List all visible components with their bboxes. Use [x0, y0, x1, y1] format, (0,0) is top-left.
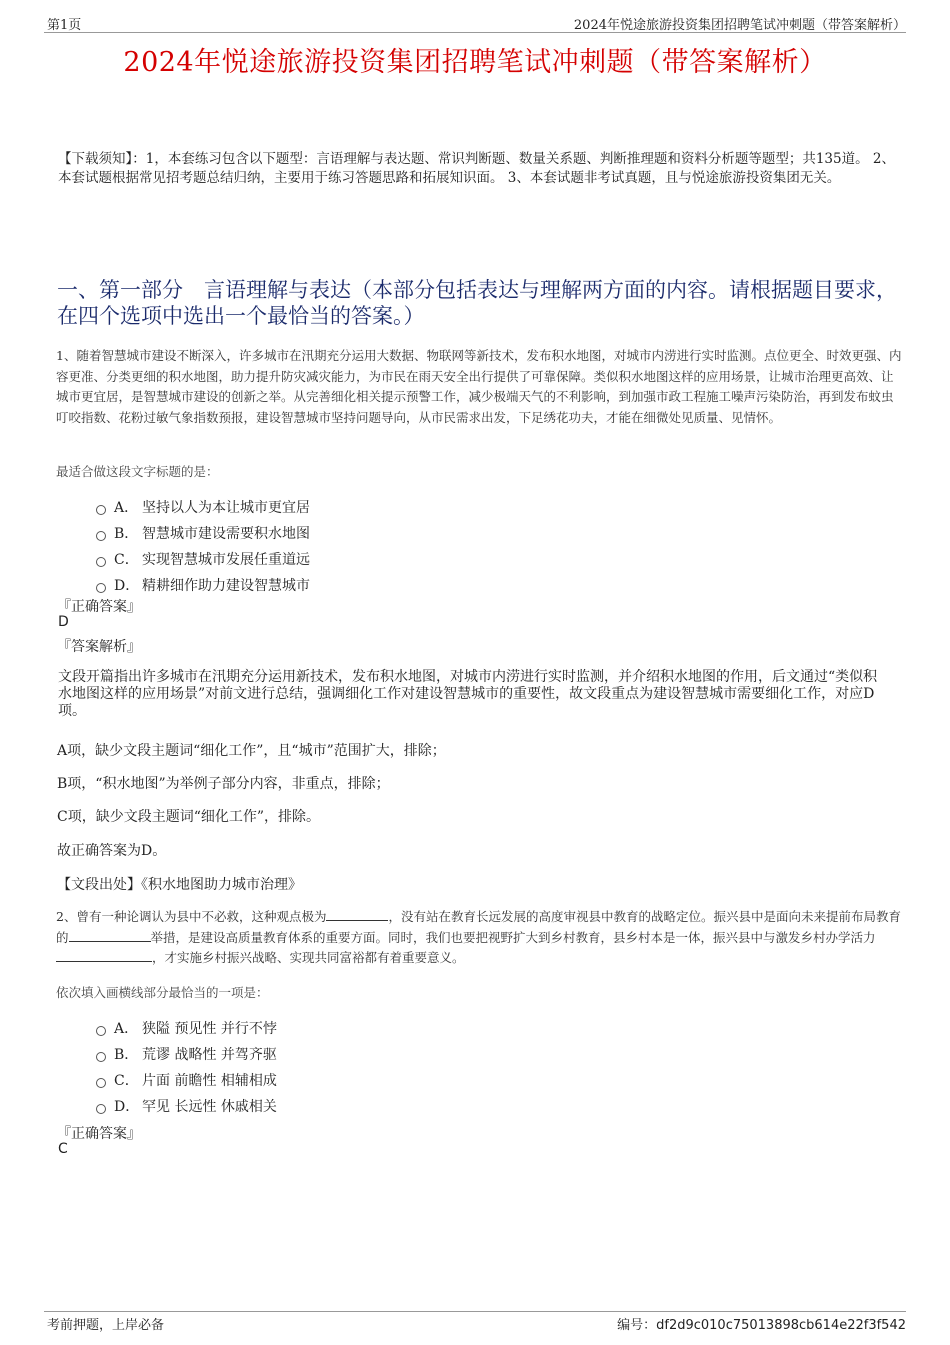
- fill-blank[interactable]: [56, 949, 152, 962]
- analysis-point-b: B项，“积水地图”为举例子部分内容，非重点，排除；: [57, 776, 390, 792]
- answer-value: D: [58, 614, 69, 630]
- option-text: 狭隘 预见性 并行不悖: [142, 1021, 277, 1037]
- radio-icon[interactable]: [96, 557, 106, 567]
- fill-blank[interactable]: [69, 929, 151, 942]
- option-text: 坚持以人为本让城市更宜居: [142, 500, 310, 516]
- footer-slogan: 考前押题，上岸必备: [47, 1318, 165, 1333]
- question-1-prompt: 最适合做这段文字标题的是：: [56, 464, 219, 479]
- question-1-text: 1、随着智慧城市建设不断深入，许多城市在汛期充分运用大数据、物联网等新技术，发布积水地图，对城市内涝进行实时监测。点位更全、时效更强、内容更准、分类更细的积水地图，助力提升防灾减灾能力，为市民在雨天安全出行提供了可靠保障。类似积水地图这样的应用场景，让城市治理更高效、让城市更宜居，是智慧城市建设的创新之举。从完善细化相关提示预警工作，减少极端天气的不利影响，到加强市政工程施工噪声污染防治，再到发布蚊虫叮咬指数、花粉过敏气象指数预报，建设智慧城市坚持问题导向，从市民需求出发，下足绣花功夫，才能在细微处见质量、见情怀。: [56, 348, 902, 425]
- radio-icon[interactable]: [96, 1052, 106, 1062]
- option-letter: D．: [114, 1099, 140, 1115]
- option-letter: D．: [114, 578, 140, 594]
- footer-code: [617, 1314, 906, 1333]
- radio-icon[interactable]: [96, 1104, 106, 1114]
- option-letter: C．: [114, 1073, 139, 1089]
- option-b[interactable]: [96, 523, 310, 543]
- analysis-text: 文段开篇指出许多城市在汛期充分运用新技术，发布积水地图，对城市内涝进行实时监测，并介绍积水地图的作用，后文通过“类似积水地图这样的应用场景”对前文进行总结，强调细化工作对建设智慧城市的重要性，故文段重点为建设智慧城市需要细化工作，对应D项。: [58, 669, 878, 719]
- answer-label: 『正确答案』: [57, 1126, 141, 1142]
- question-2-text: [56, 907, 902, 969]
- answer-value: C: [58, 1141, 68, 1157]
- question-2-prompt: 依次填入画横线部分最恰当的一项是：: [56, 985, 269, 1000]
- option-a[interactable]: [96, 497, 310, 517]
- radio-icon[interactable]: [96, 531, 106, 541]
- code-value: df2d9c010c75013898cb614e22f3f542: [656, 1318, 906, 1333]
- download-notice: 【下载须知】：1，本套练习包含以下题型：言语理解与表达题、常识判断题、数量关系题、判断推理题和资料分析题等题型；共135道。 2、本套试题根据常见招考题总结归纳，主要用于练习答题思路和拓展知识面。 3、本套试题非考试真题，且与悦途旅游投资集团无关。: [58, 151, 895, 186]
- section-heading: 一、第一部分 言语理解与表达（本部分包括表达与理解两方面的内容。请根据题目要求，在四个选项中选出一个最恰当的答案。）: [57, 278, 897, 328]
- radio-icon[interactable]: [96, 583, 106, 593]
- option-text: 智慧城市建设需要积水地图: [142, 526, 310, 542]
- code-label: 编号：: [617, 1318, 657, 1333]
- analysis-conclusion: 故正确答案为D。: [57, 843, 167, 859]
- option-c[interactable]: [96, 549, 310, 569]
- option-letter: A．: [114, 500, 139, 516]
- q2-text-part: 2、曾有一种论调认为县中不必救，这种观点极为: [56, 909, 327, 924]
- option-letter: B．: [114, 526, 139, 542]
- source-citation: 【文段出处】《积水地图助力城市治理》: [57, 877, 302, 893]
- option-letter: C．: [114, 552, 139, 568]
- option-letter: B．: [114, 1047, 139, 1063]
- page-number: 第1页: [47, 18, 82, 33]
- option-d[interactable]: [96, 1096, 277, 1116]
- fill-blank[interactable]: [326, 908, 388, 921]
- radio-icon[interactable]: [96, 505, 106, 515]
- q2-text-part: ，才实施乡村振兴战略、实现共同富裕都有着重要意义。: [152, 950, 465, 965]
- header-doc-title: 2024年悦途旅游投资集团招聘笔试冲刺题（带答案解析）: [573, 18, 906, 33]
- option-text: 实现智慧城市发展任重道远: [142, 552, 310, 568]
- q2-text-part: 举措，是建设高质量教育体系的重要方面。同时，我们也要把视野扩大到乡村教育，县乡村本是一体，振兴县中与激发乡村办学活力: [150, 929, 876, 945]
- option-b[interactable]: [96, 1044, 277, 1064]
- q2-text-part: ，没有站在教育长远发展的高度审视县中教育的战略定位。振兴县中是面向未来提前布局教育的: [56, 909, 901, 945]
- analysis-point-a: A项，缺少文段主题词“细化工作”，且“城市”范围扩大，排除；: [57, 743, 446, 759]
- option-a[interactable]: [96, 1018, 277, 1038]
- option-c[interactable]: [96, 1070, 277, 1090]
- option-text: 片面 前瞻性 相辅相成: [142, 1073, 277, 1089]
- option-text: 罕见 长远性 休戚相关: [142, 1099, 277, 1115]
- option-letter: A．: [114, 1021, 139, 1037]
- answer-label: 『正确答案』: [57, 599, 141, 615]
- footer-divider: [44, 1311, 906, 1312]
- analysis-label: 『答案解析』: [57, 639, 141, 655]
- option-text: 荒谬 战略性 并驾齐驱: [142, 1047, 277, 1063]
- option-d[interactable]: [96, 575, 310, 595]
- analysis-point-c: C项，缺少文段主题词“细化工作”，排除。: [57, 809, 321, 825]
- header-divider: [44, 32, 906, 33]
- radio-icon[interactable]: [96, 1026, 106, 1036]
- option-text: 精耕细作助力建设智慧城市: [142, 578, 310, 594]
- page-title: 2024年悦途旅游投资集团招聘笔试冲刺题（带答案解析）: [123, 47, 827, 78]
- radio-icon[interactable]: [96, 1078, 106, 1088]
